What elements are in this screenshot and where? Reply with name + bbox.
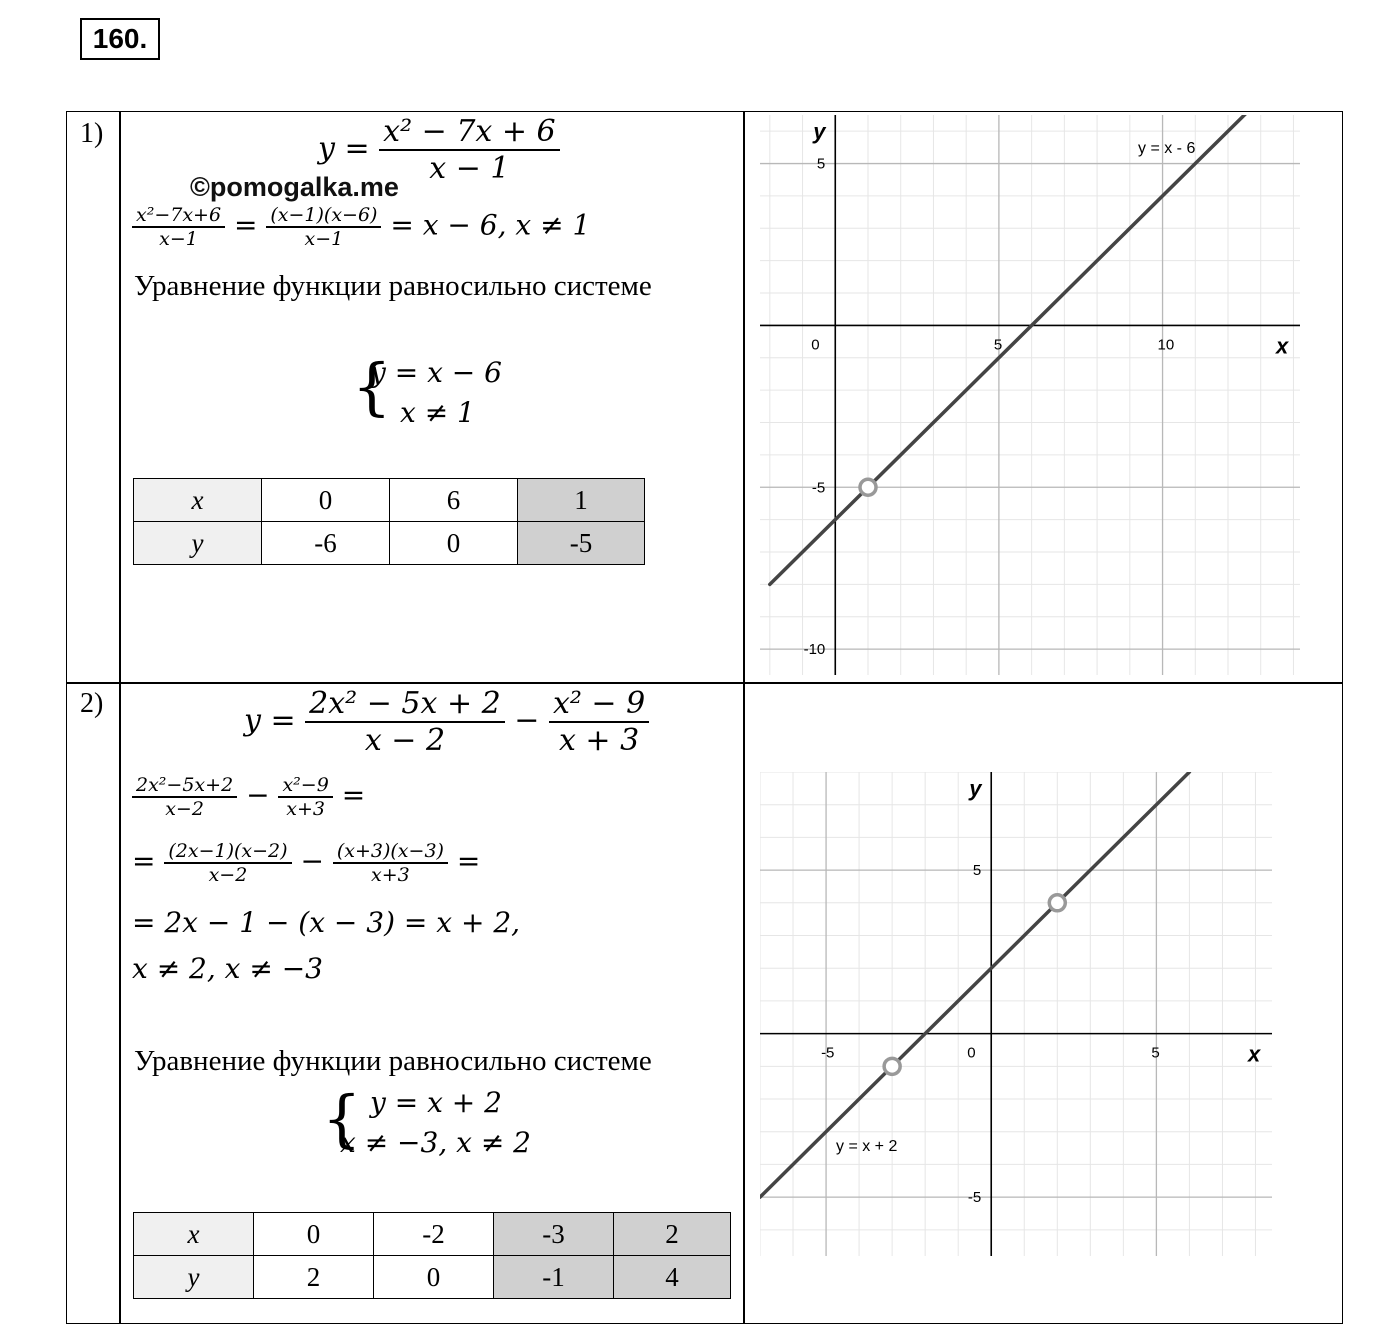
table-x-label: x [134,1213,254,1256]
table-cell: 0 [262,479,390,522]
simplify-den-1: x−1 [159,228,198,250]
table-cell: 0 [374,1256,494,1299]
series-label: y = x + 2 [836,1138,898,1155]
formula-denominator-2: x + 3 [558,723,640,758]
part2-system-eq1: y = x + 2 [370,1086,502,1119]
table-row [134,522,645,565]
step2-equals: = [456,844,481,878]
simplify-num-1: x²−7x+6 [132,204,225,228]
label-cell-1 [66,111,121,684]
x-tick-label: 10 [1157,336,1175,354]
simplify-result: = x − 6, x ≠ 1 [390,208,591,242]
x-tick-label: 5 [993,336,1003,354]
part1-system-eq1: y = x − 6 [370,356,502,389]
table-row [134,1256,731,1299]
part1-value-table [133,478,645,565]
x-tick-label: 5 [1151,1044,1160,1062]
formula-minus: − [514,703,540,738]
y-axis-label: y [969,776,982,801]
step1-den-1: x−2 [165,798,204,820]
part1-statement: Уравнение функции равносильно системе [134,270,652,302]
part1-label: 1) [80,118,104,149]
part2-step1 [132,774,365,820]
formula-lhs: y = [244,703,296,738]
series-line [770,115,1261,584]
y-tick-label: 5 [972,862,982,880]
graph-2 [760,772,1272,1256]
step2-minus: − [300,844,324,878]
table-cell-excluded: -1 [494,1256,614,1299]
system-brace-1: { [352,350,392,423]
step2-equals-pre: = [132,844,156,878]
table-cell-excluded: 4 [614,1256,731,1299]
formula-denominator-1: x − 2 [364,723,446,758]
step2-den-1: x−2 [208,864,248,886]
excluded-point-hole [1049,895,1065,911]
table-y-label: y [134,1256,254,1299]
step1-equals: = [341,778,366,812]
table-cell-excluded: -3 [494,1213,614,1256]
y-tick-label: -10 [803,641,826,659]
series-label: y = x - 6 [1138,140,1196,157]
part1-simplify [132,204,590,250]
table-cell: 6 [390,479,518,522]
table-cell-excluded: 1 [518,479,645,522]
x-tick-label: 0 [967,1044,976,1062]
step1-num-2: x²−9 [278,774,332,798]
problem-number: 160. [80,18,160,60]
step2-num-2: (x+3)(x−3) [333,840,448,864]
part2-statement: Уравнение функции равносильно системе [134,1045,652,1077]
formula-numerator-1: 2x² − 5x + 2 [305,686,505,723]
part2-step4: x ≠ 2, x ≠ −3 [132,952,323,985]
excluded-point-hole [860,479,876,495]
table-row [134,479,645,522]
series-line [760,772,1189,1197]
y-tick-label: -5 [967,1189,982,1207]
formula-denominator: x − 1 [429,151,510,186]
table-cell: 0 [254,1213,374,1256]
table-cell: -2 [374,1213,494,1256]
table-cell: 2 [254,1256,374,1299]
table-cell-excluded: -5 [518,522,645,565]
step1-minus: − [246,778,270,812]
part1-system-eq2: x ≠ 1 [400,396,475,429]
y-tick-label: 5 [816,155,826,173]
label-cell-2 [66,682,121,1324]
step2-den-2: x+3 [371,864,410,886]
y-axis-label: y [813,119,826,144]
table-row [134,1213,731,1256]
table-x-label: x [134,479,262,522]
graph-1 [760,115,1300,675]
watermark: ©pomogalka.me [190,172,399,202]
part2-formula [244,686,649,758]
part2-step2 [132,840,480,886]
x-axis-label: x [1276,333,1289,359]
formula-numerator-2: x² − 9 [549,686,649,723]
formula-numerator: x² − 7x + 6 [379,114,559,151]
x-tick-label: 0 [811,336,820,354]
excluded-point-hole [884,1058,900,1074]
table-cell: -6 [262,522,390,565]
table-cell-excluded: 2 [614,1213,731,1256]
part2-value-table [133,1212,731,1299]
simplify-equals: = [233,208,258,242]
x-tick-label: -5 [821,1044,835,1062]
part2-label: 2) [80,688,104,719]
system-brace-2: { [322,1082,362,1155]
formula-lhs: y = [318,131,370,166]
step1-den-2: x+3 [286,798,325,820]
simplify-num-2: (x−1)(x−6) [266,204,381,228]
step1-num-1: 2x²−5x+2 [132,774,237,798]
part2-step3: = 2x − 1 − (x − 3) = x + 2, [132,906,521,939]
simplify-den-2: x−1 [304,228,344,250]
x-axis-label: x [1248,1041,1261,1067]
table-cell: 0 [390,522,518,565]
step2-num-1: (2x−1)(x−2) [164,840,291,864]
table-y-label: y [134,522,262,565]
part2-system-eq2: x ≠ −3, x ≠ 2 [340,1126,531,1159]
y-tick-label: -5 [811,479,826,497]
